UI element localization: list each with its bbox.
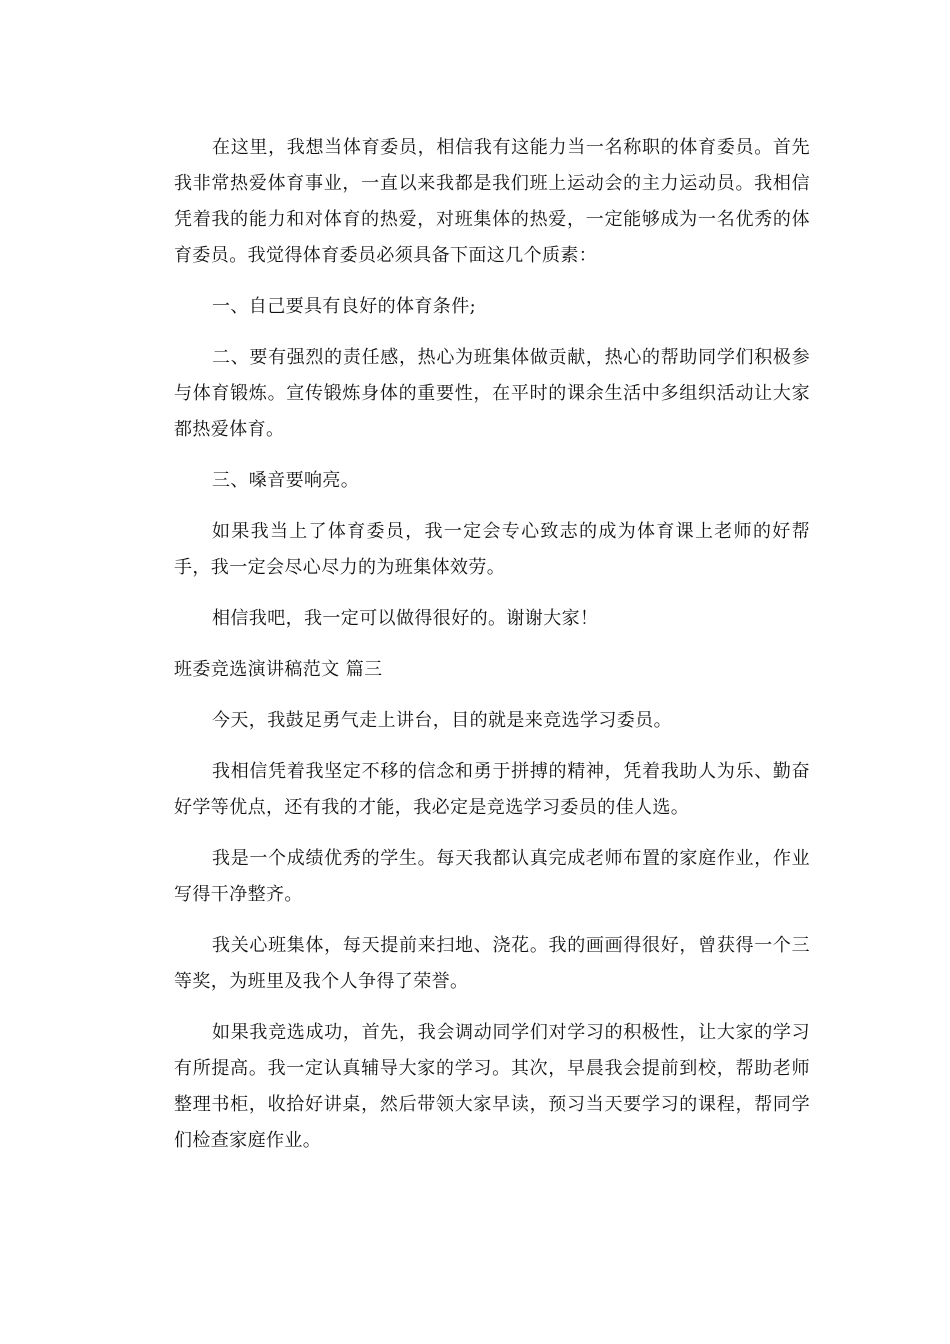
paragraph-quality-3: 三、嗓音要响亮。 xyxy=(212,470,360,491)
paragraph-class-care: 我关心班集体，每天提前来扫地、浇花。我的画画得很好，曾获得一个三等奖，为班里及我个人争得了荣誉。 xyxy=(174,935,810,992)
paragraph-belief: 我相信凭着我坚定不移的信念和勇于拼搏的精神，凭着我助人为乐、勤奋好学等优点，还有我的才能，我必定是竞选学习委员的佳人选。 xyxy=(174,761,810,818)
paragraph-quality-1: 一、自己要具有良好的体育条件; xyxy=(212,296,477,317)
paragraph-quality-2: 二、要有强烈的责任感，热心为班集体做贡献，热心的帮助同学们积极参与体育锻炼。宣传锻炼身体的重要性，在平时的课余生活中多组织活动让大家都热爱体育。 xyxy=(174,347,810,440)
paragraph-plan: 如果我竞选成功，首先，我会调动同学们对学习的积极性，让大家的学习有所提高。我一定认真辅导大家的学习。其次，早晨我会提前到校，帮助老师整理书柜，收拾好讲桌，然后带领大家早读，预习当天要学习的课程，帮同学们检查家庭作业。 xyxy=(174,1022,810,1151)
paragraph-intro: 在这里，我想当体育委员，相信我有这能力当一名称职的体育委员。首先我非常热爱体育事业，一直以来我都是我们班上运动会的主力运动员。我相信凭着我的能力和对体育的热爱，对班集体的热爱，一定能够成为一名优秀的体育委员。我觉得体育委员必须具备下面这几个质素： xyxy=(174,137,810,266)
paragraph-promise: 如果我当上了体育委员，我一定会专心致志的成为体育课上老师的好帮手，我一定会尽心尽力的为班集体效劳。 xyxy=(174,521,810,578)
document-body xyxy=(174,130,810,1159)
section-heading: 班委竞选演讲稿范文 篇三 xyxy=(174,659,383,680)
paragraph-opening: 今天，我鼓足勇气走上讲台，目的就是来竞选学习委员。 xyxy=(212,710,672,731)
paragraph-closing: 相信我吧，我一定可以做得很好的。谢谢大家！ xyxy=(212,608,599,629)
paragraph-student: 我是一个成绩优秀的学生。每天我都认真完成老师布置的家庭作业，作业写得干净整齐。 xyxy=(174,848,810,905)
